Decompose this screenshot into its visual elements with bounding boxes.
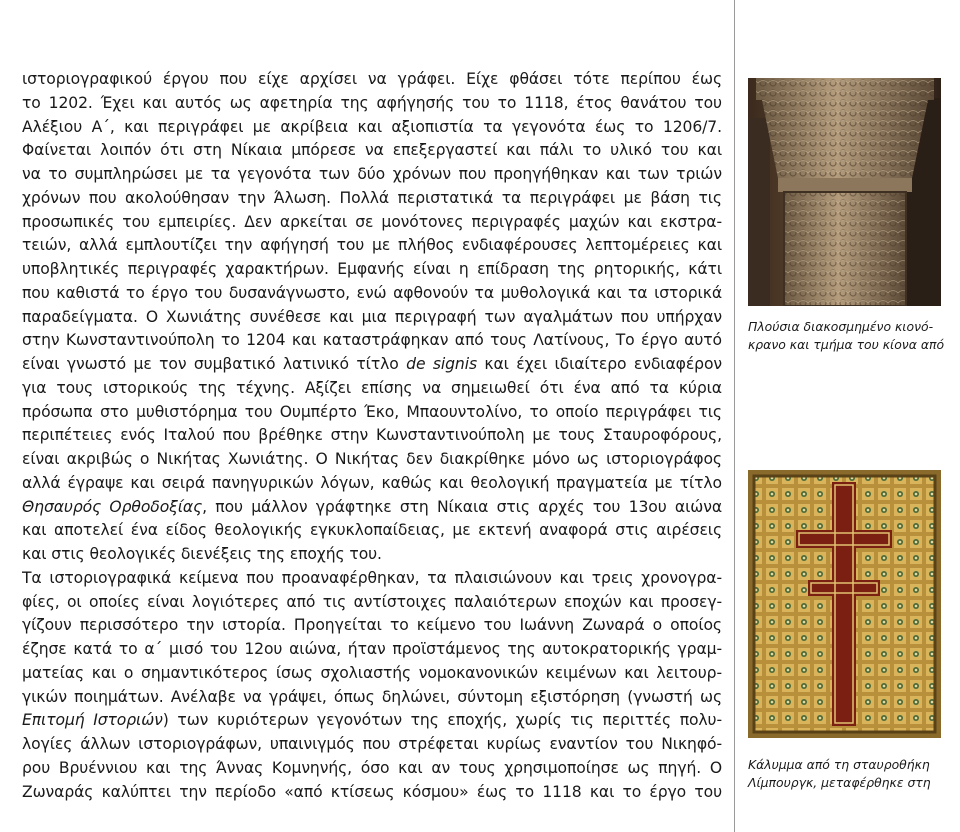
- text-segment: αλλά έγραψε και σειρά πανηγυρικών λόγων, καθώς και θεολογική πραγματεία με τίτλο: [22, 473, 722, 492]
- caption-staurotheke: [748, 756, 948, 792]
- text-line: [22, 68, 722, 92]
- text-segment: τειών, αλλά εμπλουτίζει την αφήγησή του με πλήθος ενδιαφέρουσες λεπτομέρειες και: [22, 236, 722, 255]
- text-line: [22, 377, 722, 401]
- text-segment: Τα ιστοριογραφικά κείμενα που προαναφέρθηκαν, τα πλαισιώνουν και τρεις χρονογρα-: [22, 568, 722, 587]
- text-segment: γίζουν περισσότερο την ιστορία. Προηγείται το κείμενο του Ιωάννη Ζωναρά ο οποίος: [22, 616, 722, 635]
- text-segment: παραδείγματα. Ο Χωνιάτης συνέθεσε και μια περιγραφή των αγαλμάτων που υπήρχαν: [22, 307, 722, 326]
- text-segment: Ζωναράς καλύπτει την περίοδο «από κτίσεως κόσμου» έως το 1118 και το έργο του: [22, 782, 722, 801]
- text-line: [22, 163, 722, 187]
- text-segment: λογίες άλλων ιστοριογράφων, υπαινιγμός που στρέφεται κυρίως εναντίον του Νικηφό-: [22, 735, 722, 753]
- text-segment: προσωπικές του εμπειρίες. Δεν αρκείται σε μονότονες περιγραφές μαχών και εκστρα-: [22, 212, 722, 231]
- text-line: [22, 472, 722, 496]
- text-segment: ματείας και ο σημαντικότερος ίσως σχολιαστής νομοκανονικών κειμένων και λειτουρ-: [22, 663, 722, 682]
- text-line: [22, 591, 722, 615]
- text-segment: Φαίνεται λοιπόν ότι στη Νίκαια μπόρεσε να επεξεργαστεί και πάλι το υλικό του και: [22, 141, 722, 160]
- text-line: [22, 306, 722, 330]
- text-line: [22, 519, 722, 543]
- text-segment: το 1202. Έχει και αυτός ως αφετηρία της αφήγησής του το 1118, έτος θανάτου του: [22, 93, 722, 112]
- text-segment: Αλέξιου Α΄, και περιγράφει με ακρίβεια και αξιοπιστία τα γεγονότα έως το 1206/7.: [22, 117, 722, 136]
- caption-line: κρανο και τμήμα του κίονα από: [748, 337, 945, 352]
- text-line: [22, 448, 722, 472]
- italic-title: de signis: [406, 355, 477, 373]
- text-segment: πρόσωπα στο μυθιστόρημα του Ουμπέρτο Έκο, Μπαουντολίνο, το οποίο περιγράφει τις: [22, 402, 722, 421]
- text-line: [22, 234, 722, 258]
- capital-column-image: [748, 78, 941, 306]
- capital-column-illustration: [748, 78, 941, 306]
- text-segment: ) των κυριότερων γεγονότων της εποχής, χωρίς τις περιττές πολυ-: [162, 711, 722, 730]
- caption-capital: [748, 318, 948, 354]
- text-line: [22, 709, 722, 733]
- text-segment: υποβλητικές περιγραφές χαρακτήρων. Εμφανής είναι η επίδραση της ρητορικής, κάτι: [22, 260, 722, 278]
- text-line: [22, 662, 722, 686]
- text-line: [22, 401, 722, 425]
- text-line: [22, 282, 722, 306]
- text-line: [22, 686, 722, 710]
- caption-line: Λίμπουργκ, μεταφέρθηκε στη: [748, 775, 931, 790]
- text-segment: και στις θεολογικές διενέξεις της εποχής του.: [22, 545, 382, 563]
- caption-line: Πλούσια διακοσμημένο κιονό-: [748, 319, 934, 334]
- text-segment: είναι ακριβώς ο Νικήτας Χωνιάτης. Ο Νικήτας δεν διακρίθηκε μόνο ως ιστοριογράφος: [22, 450, 722, 468]
- staurotheke-illustration: [748, 470, 941, 738]
- column-divider: [734, 0, 735, 832]
- text-line: [22, 567, 722, 591]
- main-text-column: [22, 68, 722, 804]
- text-line: [22, 614, 722, 638]
- text-segment: , που μάλλον γράφτηκε στη Νίκαια στις αρχές του 13ου αιώνα: [202, 497, 722, 516]
- text-segment: ιστοριογραφικού έργου που είχε αρχίσει να γράφει. Είχε φθάσει τότε περίπου έως: [22, 70, 722, 88]
- text-segment: και έχει ιδιαίτερο ενδιαφέρον: [476, 355, 722, 373]
- text-line: [22, 424, 722, 448]
- text-segment: περιπέτειες ενός Ιταλού που βρέθηκε στην Κωνσταντινούπολη με τους Σταυροφόρους,: [22, 426, 722, 445]
- italic-title: Θησαυρός Ορθοδοξίας: [22, 497, 203, 516]
- text-segment: ρου Βρυέννιου και της Άννας Κομνηνής, όσο και αν τους χρησιμοποίησε ως πηγή. Ο: [22, 758, 722, 777]
- text-segment: για τους ιστορικούς της τέχνης. Αξίζει επίσης να σημειωθεί ότι ένα από τα κύρια: [22, 378, 722, 397]
- text-line: [22, 139, 722, 163]
- text-line: [22, 116, 722, 140]
- text-line: [22, 543, 722, 567]
- text-line: [22, 496, 722, 520]
- text-segment: φίες, οι οποίες είναι λογιότερες από τις αντίστοιχες παλαιότερων εποχών και προσεγ-: [22, 592, 722, 611]
- text-line: [22, 757, 722, 781]
- text-segment: είναι γνωστό με τον συμβατικό λατινικό τίτλο: [22, 355, 407, 373]
- caption-line: Κάλυμμα από τη σταυροθήκη: [748, 757, 930, 772]
- text-line: [22, 92, 722, 116]
- text-segment: να το συμπληρώσει με τα γεγονότα των δύο χρόνων που προηγήθηκαν και των τριών: [22, 165, 722, 183]
- text-segment: γικών ποιημάτων. Ανέλαβε να γράψει, όπως δηλώνει, σύντομη εξιστόρηση (γνωστή ως: [22, 687, 722, 706]
- text-line: [22, 733, 722, 757]
- text-segment: που καθιστά το έργο του δυσανάγνωστο, ενώ αφθονούν τα μυθολογικά και τα ιστορικά: [22, 283, 722, 302]
- text-segment: στην Κωνσταντινούπολη το 1204 και καταστράφηκαν από τους Λατίνους, Το έργο αυτό: [22, 331, 722, 350]
- text-line: [22, 353, 722, 377]
- text-line: [22, 187, 722, 211]
- text-line: [22, 329, 722, 353]
- text-segment: χρόνων που ακολούθησαν την Άλωση. Πολλά περιστατικά τα περιγράφει με βάση τις: [22, 188, 722, 207]
- text-segment: έζησε κατά το α΄ μισό του 12ου αιώνα, ήταν προϊστάμενος της αυτοκρατορικής γραμ-: [22, 640, 722, 658]
- text-line: [22, 211, 722, 235]
- text-segment: και αποτελεί ένα είδος θεολογικής εγκυκλοπαίδειας, με εκτενή αναφορά στις αιρέσεις: [22, 521, 722, 540]
- italic-title: Επιτομή Ιστοριών: [22, 711, 163, 730]
- text-line: [22, 258, 722, 282]
- text-line: [22, 781, 722, 805]
- staurotheke-cover-image: [748, 470, 941, 738]
- text-line: [22, 638, 722, 662]
